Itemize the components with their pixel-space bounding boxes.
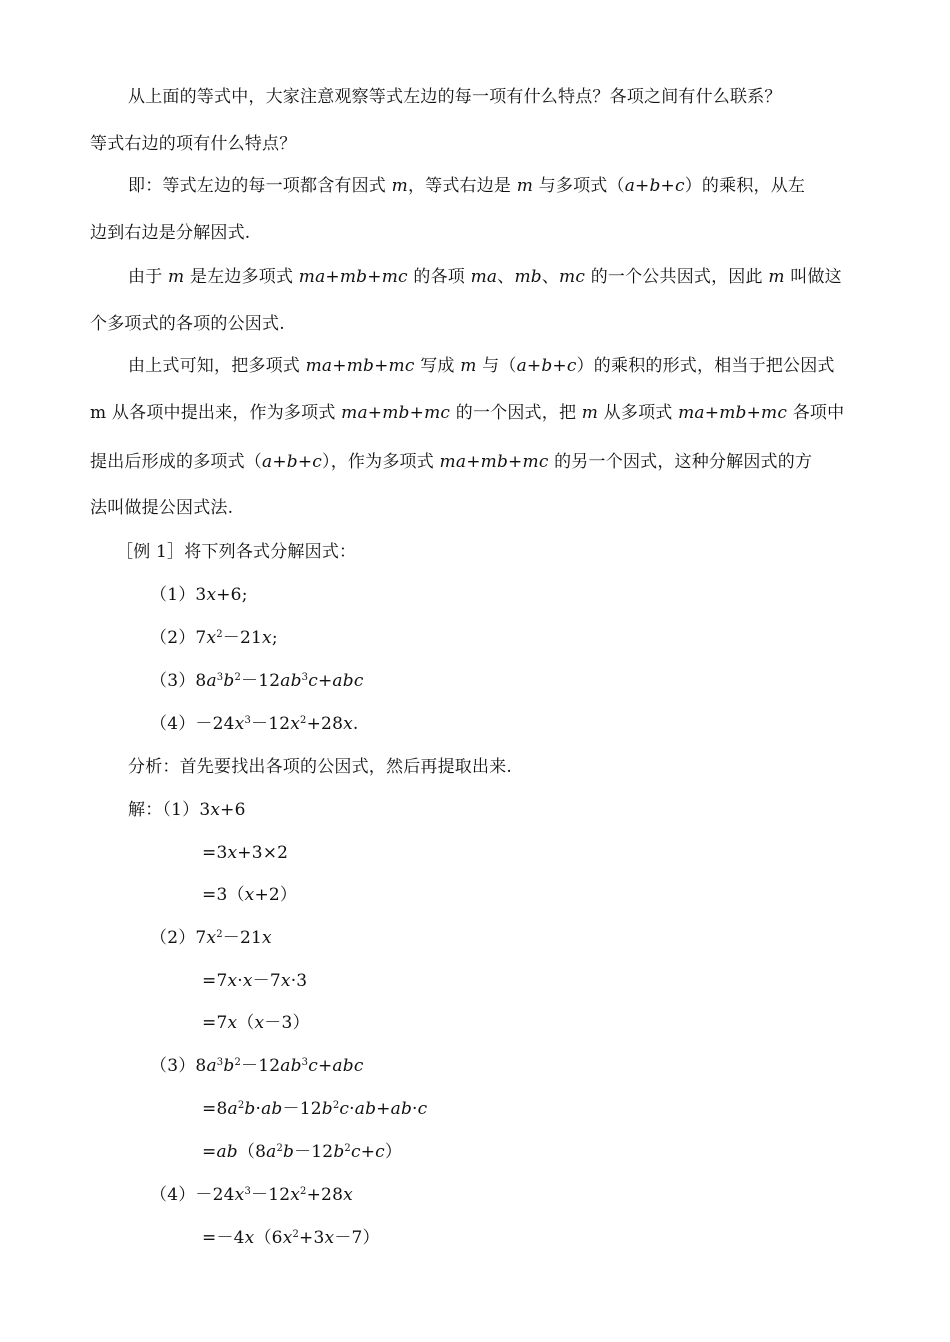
paragraph-line: 从上面的等式中，大家注意观察等式左边的每一项有什么特点？各项之间有什么联系？ xyxy=(128,87,782,107)
paragraph-line: 边到右边是分解因式. xyxy=(90,223,251,243)
example-item: $(3)8a^3b^2-12ab^3c+abc$ xyxy=(150,671,364,691)
solution-step: $=-4x(6x^2+3x-7)$ xyxy=(202,1228,380,1248)
paragraph-line: 由上式可知，把多项式 ma+mb+mc 写成 m 与（a+b+c）的乘积的形式，相当于把公因式 xyxy=(128,356,835,376)
solution-label: 解： xyxy=(128,800,163,820)
example-item: $(2)7x^2-21x$; xyxy=(150,628,278,648)
solution-step: =3（x+2） xyxy=(202,885,298,905)
solution-step: =7x（x－3） xyxy=(202,1013,310,1033)
solution-step: =3x+3×2 xyxy=(202,843,289,863)
paragraph-line: 个多项式的各项的公因式. xyxy=(90,314,285,334)
paragraph-line: 即：等式左边的每一项都含有因式 m，等式右边是 m 与多项式（a+b+c）的乘积，从左 xyxy=(128,176,806,196)
solution-line: $(2)7x^2-21x$ xyxy=(150,928,272,948)
solution-line: $(3)8a^3b^2-12ab^3c+abc$ xyxy=(150,1056,364,1076)
solution-line: 解：（1）3x+6 xyxy=(128,800,246,820)
analysis-text: 分析：首先要找出各项的公因式，然后再提取出来. xyxy=(128,757,513,777)
example-item: （1）3x+6; xyxy=(150,585,248,605)
paragraph-line: 等式右边的项有什么特点？ xyxy=(90,134,297,154)
example-item: $(4)-24x^3-12x^2+28x$. xyxy=(150,714,359,734)
paragraph-line: 由于 m 是左边多项式 ma+mb+mc 的各项 ma、mb、mc 的一个公共因式，因此 m 叫做这 xyxy=(128,267,842,287)
paragraph-line: 法叫做提公因式法. xyxy=(90,498,234,518)
solution-step: $=ab(8a^2b-12b^2c+c)$ xyxy=(202,1142,403,1162)
paragraph-line: 提出后形成的多项式（a+b+c），作为多项式 ma+mb+mc 的另一个因式，这种分解因式的方 xyxy=(90,452,813,472)
example-heading: ［例 1］将下列各式分解因式： xyxy=(116,542,357,562)
solution-step: $=8a^2b\cdot ab-12b^2c\cdot ab+ab\cdot c$ xyxy=(202,1099,428,1119)
paragraph-line: m 从各项中提出来，作为多项式 ma+mb+mc 的一个因式，把 m 从多项式 ma+mb+mc 各项中 xyxy=(90,403,845,423)
solution-step: =7x·x－7x·3 xyxy=(202,971,308,991)
solution-line: $(4)-24x^3-12x^2+28x$ xyxy=(150,1185,353,1205)
